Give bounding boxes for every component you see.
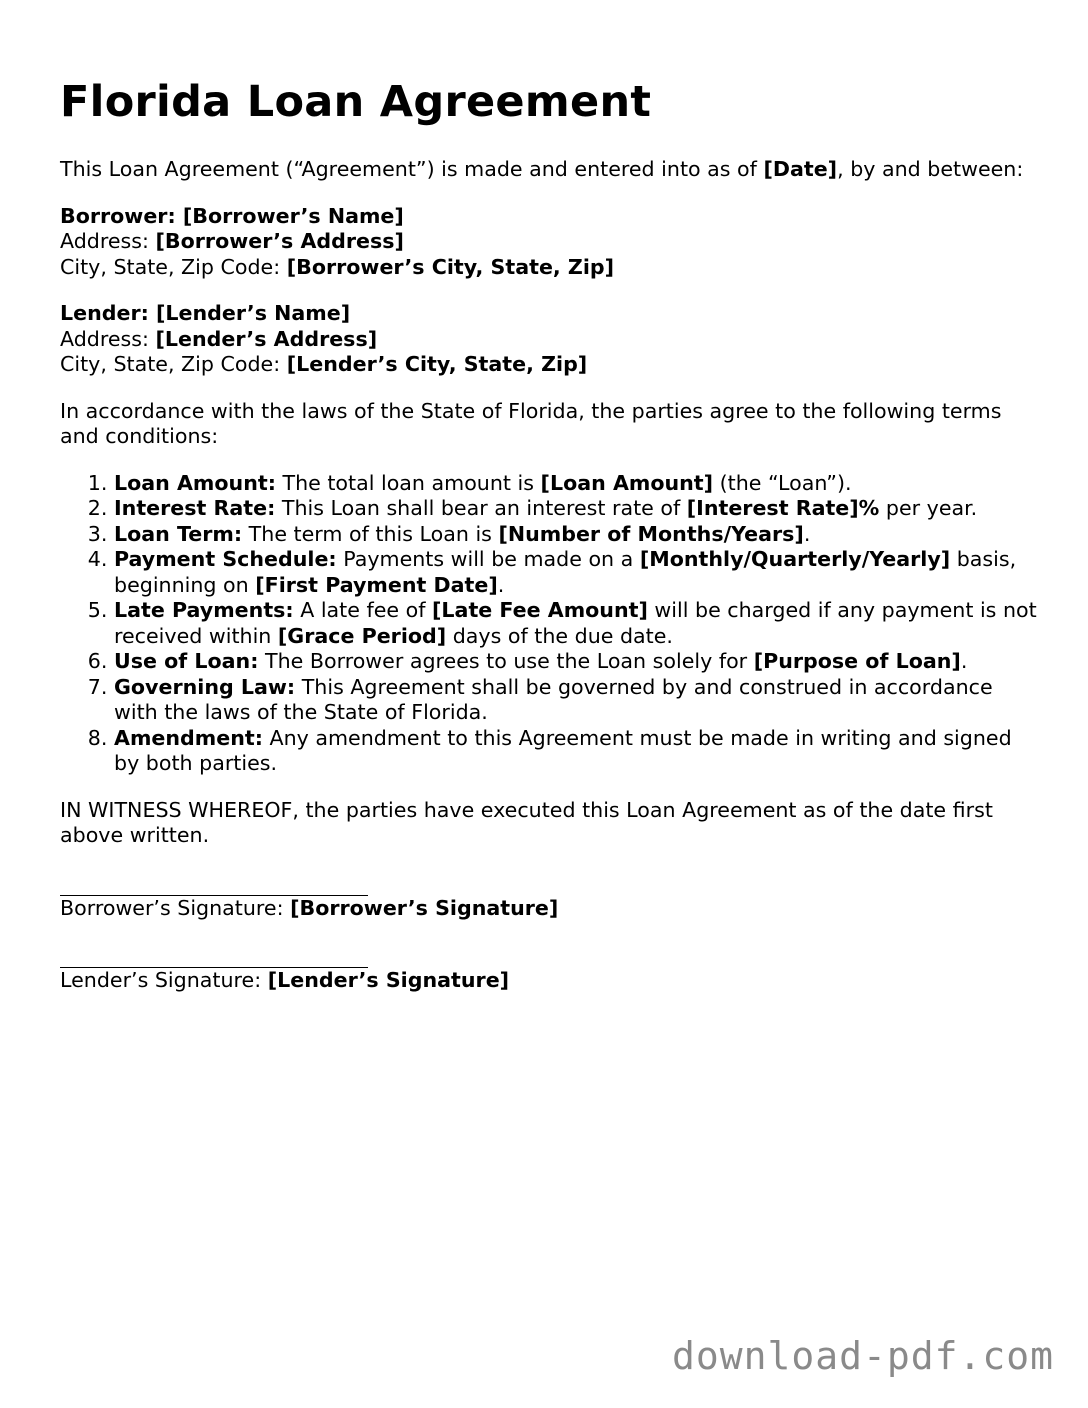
borrower-signature-value: [Borrower’s Signature] bbox=[290, 895, 559, 920]
watermark-text: download-pdf.com bbox=[671, 1334, 1054, 1378]
borrower-address-value: [Borrower’s Address] bbox=[155, 229, 404, 253]
lender-signature-label: Lender’s Signature: bbox=[60, 968, 268, 992]
term-item: 4. Payment Schedule: Payments will be made on a [Monthly/Quarterly/Yearly] basis, beginning on [First Payment Date]. bbox=[114, 547, 1040, 598]
lender-heading: Lender: [Lender’s Name] bbox=[60, 301, 351, 325]
accordance-paragraph: In accordance with the laws of the State of Florida, the parties agree to the following terms and conditions: bbox=[60, 398, 1002, 448]
borrower-block bbox=[60, 204, 1040, 281]
intro-suffix: , by and between: bbox=[837, 157, 1024, 181]
lender-address-value: [Lender’s Address] bbox=[155, 326, 378, 351]
intro-paragraph bbox=[60, 157, 1040, 183]
borrower-signature bbox=[60, 896, 1040, 922]
term-item: 3. Loan Term: The term of this Loan is [Number of Months/Years]. bbox=[114, 522, 1040, 548]
term-item: 7. Governing Law: This Agreement shall be governed by and construed in accordance with the laws of the State of Florida. bbox=[114, 675, 1040, 726]
borrower-heading: Borrower: [Borrower’s Name] bbox=[60, 203, 404, 228]
lender-signature-value: [Lender’s Signature] bbox=[267, 968, 510, 992]
lender-city-value: [Lender’s City, State, Zip] bbox=[286, 352, 588, 376]
document-body bbox=[60, 157, 1040, 994]
borrower-address-label: Address: bbox=[60, 229, 156, 253]
lender-address-label: Address: bbox=[60, 326, 156, 351]
borrower-signature-label: Borrower’s Signature: bbox=[60, 895, 291, 920]
intro-date: [Date] bbox=[763, 157, 838, 181]
term-item: 5. Late Payments: A late fee of [Late Fee Amount] will be charged if any payment is not received within [Grace Period] days of the due date. bbox=[114, 598, 1040, 649]
borrower-city-value: [Borrower’s City, State, Zip] bbox=[286, 254, 615, 279]
term-item: 2. Interest Rate: This Loan shall bear an interest rate of [Interest Rate]% per year. bbox=[114, 496, 1040, 522]
term-item: 8. Amendment: Any amendment to this Agreement must be made in writing and signed by both parties. bbox=[114, 726, 1040, 777]
lender-block bbox=[60, 301, 1040, 378]
lender-signature bbox=[60, 968, 1040, 994]
witness-paragraph: IN WITNESS WHEREOF, the parties have executed this Loan Agreement as of the date first above written. bbox=[60, 797, 993, 847]
terms-list bbox=[60, 471, 1040, 777]
borrower-city-label: City, State, Zip Code: bbox=[60, 254, 287, 279]
intro-prefix: This Loan Agreement (“Agreement”) is made and entered into as of bbox=[60, 157, 764, 181]
document-title: Florida Loan Agreement bbox=[60, 77, 652, 127]
term-item: 1. Loan Amount: The total loan amount is [Loan Amount] (the “Loan”). bbox=[114, 471, 1040, 497]
lender-city-label: City, State, Zip Code: bbox=[60, 352, 287, 376]
term-item: 6. Use of Loan: The Borrower agrees to use the Loan solely for [Purpose of Loan]. bbox=[114, 649, 1040, 675]
